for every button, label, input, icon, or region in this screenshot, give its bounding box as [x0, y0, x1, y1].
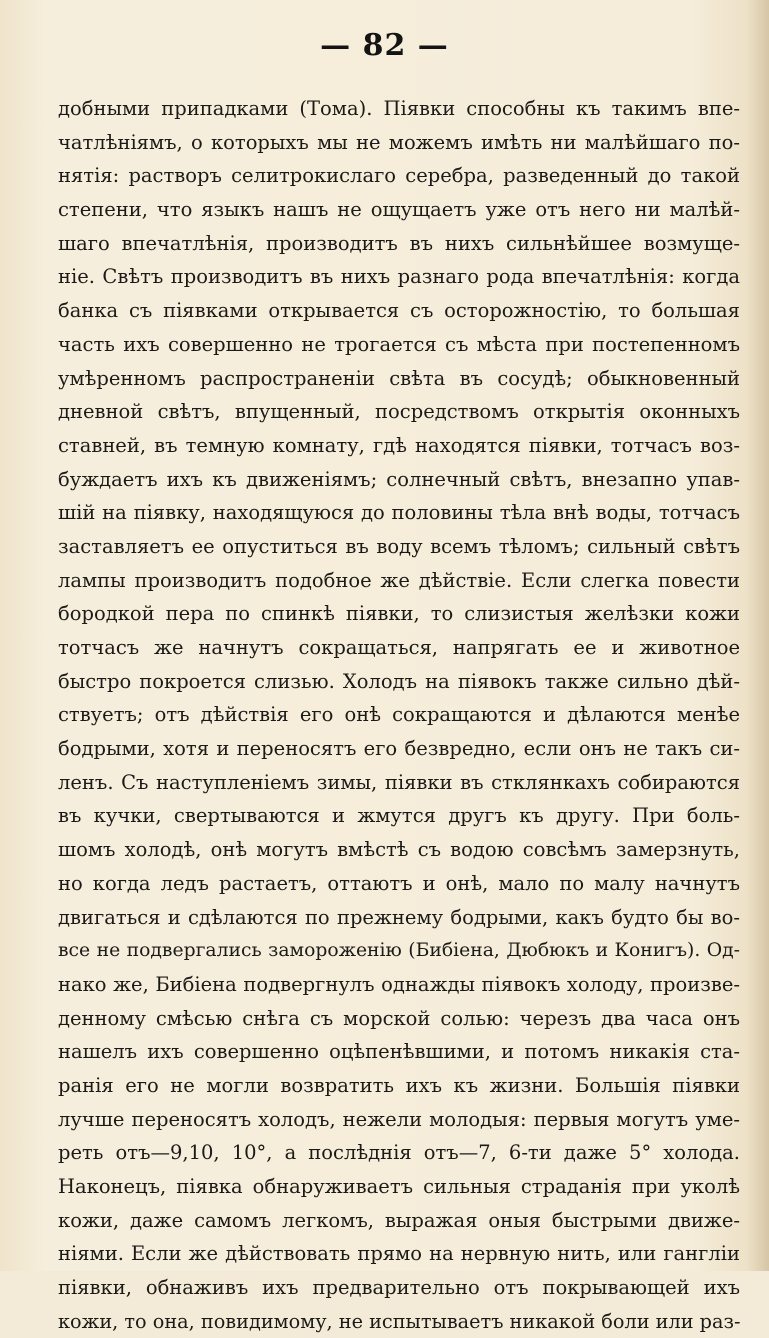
text-line: заставляетъ ее опуститься въ воду всемъ тѣломъ; сильный свѣтъ [58, 534, 740, 558]
text-line: но когда ледъ растаетъ, оттаютъ и онѣ, мало по малу начнутъ [58, 871, 740, 895]
text-line: степени, что языкъ нашъ не ощущаетъ уже отъ него ни малѣй- [58, 198, 740, 222]
text-line: лампы производитъ подобное же дѣйствіе. Если слегка повести [58, 568, 740, 592]
text-line: все не подвергались замороженію (Бибіена, Дюбюкъ и Конигъ). Од- [58, 940, 740, 962]
text-line: реть отъ—9,10, 10°, а послѣднія отъ—7, 6-ти даже 5° холода. [58, 1141, 740, 1165]
text-line: ствуетъ; отъ дѣйствія его онѣ сокращаются и дѣлаются менѣе [58, 703, 740, 727]
text-line: тотчасъ же начнутъ сокращаться, напрягать ее и животное [58, 636, 740, 659]
text-line: нятія: растворъ селитрокислаго серебра, разведенный до такой [58, 164, 740, 188]
text-line: двигаться и сдѣлаются по прежнему бодрыми, какъ будто бы во- [58, 905, 740, 929]
text-line: шомъ холодѣ, онѣ могутъ вмѣстѣ съ водою совсѣмъ замерзнуть, [58, 838, 740, 862]
text-line: чатлѣніямъ, о которыхъ мы не можемъ имѣть ни малѣйшаго по- [58, 130, 740, 154]
text-line: въ кучки, свертываются и жмутся другъ къ другу. При боль- [58, 804, 740, 828]
text-line: денному смѣсью снѣга съ морской солью: черезъ два часа онъ [58, 1006, 740, 1030]
text-line: шій на піявку, находящуюся до половины тѣла внѣ воды, тотчасъ [58, 501, 740, 525]
body-text [58, 92, 740, 1338]
text-line: кожи, даже самомъ легкомъ, выражая оныя быстрыми движе- [58, 1208, 740, 1232]
text-line: ранія его не могли возвратить ихъ къ жизни. Большія піявки [58, 1073, 740, 1097]
text-line: лучше переносятъ холодъ, нежели молодыя: первыя могутъ уме- [58, 1107, 740, 1131]
text-line: бодрыми, хотя и переносятъ его безвредно, если онъ не такъ си- [58, 737, 740, 761]
text-line: ніями. Если же дѣйствовать прямо на нервную нить, или гангліи [58, 1242, 740, 1266]
text-line: умѣренномъ распространеніи свѣта въ сосудѣ; обыкновенный [58, 366, 740, 390]
text-line: нако же, Бибіена подвергнулъ однажды піявокъ холоду, произве- [58, 972, 740, 996]
text-line: буждаетъ ихъ къ движеніямъ; солнечный свѣтъ, внезапно упав- [58, 467, 740, 491]
text-line: кожи, то она, повидимому, не испытываетъ никакой боли или раз- [58, 1309, 740, 1333]
text-line: часть ихъ совершенно не трогается съ мѣста при постепенномъ [58, 332, 740, 356]
text-line: ніе. Свѣтъ производитъ въ нихъ разнаго рода впечатлѣнія: когда [58, 265, 740, 289]
page-number: — 82 — [320, 28, 449, 63]
text-line: ленъ. Съ наступленіемъ зимы, піявки въ стклянкахъ собираются [58, 770, 740, 794]
text-line: шаго впечатлѣнія, производитъ въ нихъ сильнѣйшее возмуще- [58, 231, 740, 255]
page-edge-shadow [747, 0, 769, 1271]
text-line: бородкой пера по спинкѣ піявки, то слизистыя желѣзки кожи [58, 602, 740, 626]
text-line: нашелъ ихъ совершенно оцѣпенѣвшими, и потомъ никакія ста- [58, 1040, 740, 1064]
text-line: банка съ піявками открывается съ осторожностію, то большая [58, 299, 740, 323]
text-line: дневной свѣтъ, впущенный, посредствомъ открытія оконныхъ [58, 400, 740, 424]
text-line: ставней, въ темную комнату, гдѣ находятся піявки, тотчасъ воз- [58, 433, 740, 457]
text-line: Наконецъ, піявка обнаруживаетъ сильныя страданія при уколѣ [58, 1175, 740, 1198]
text-line: добными припадками (Тома). Піявки способны къ такимъ впе- [58, 97, 740, 120]
text-line: піявки, обнаживъ ихъ предварительно отъ покрывающей ихъ [58, 1276, 740, 1300]
text-line: быстро покроется слизью. Холодъ на піявокъ также сильно дѣй- [58, 669, 740, 693]
